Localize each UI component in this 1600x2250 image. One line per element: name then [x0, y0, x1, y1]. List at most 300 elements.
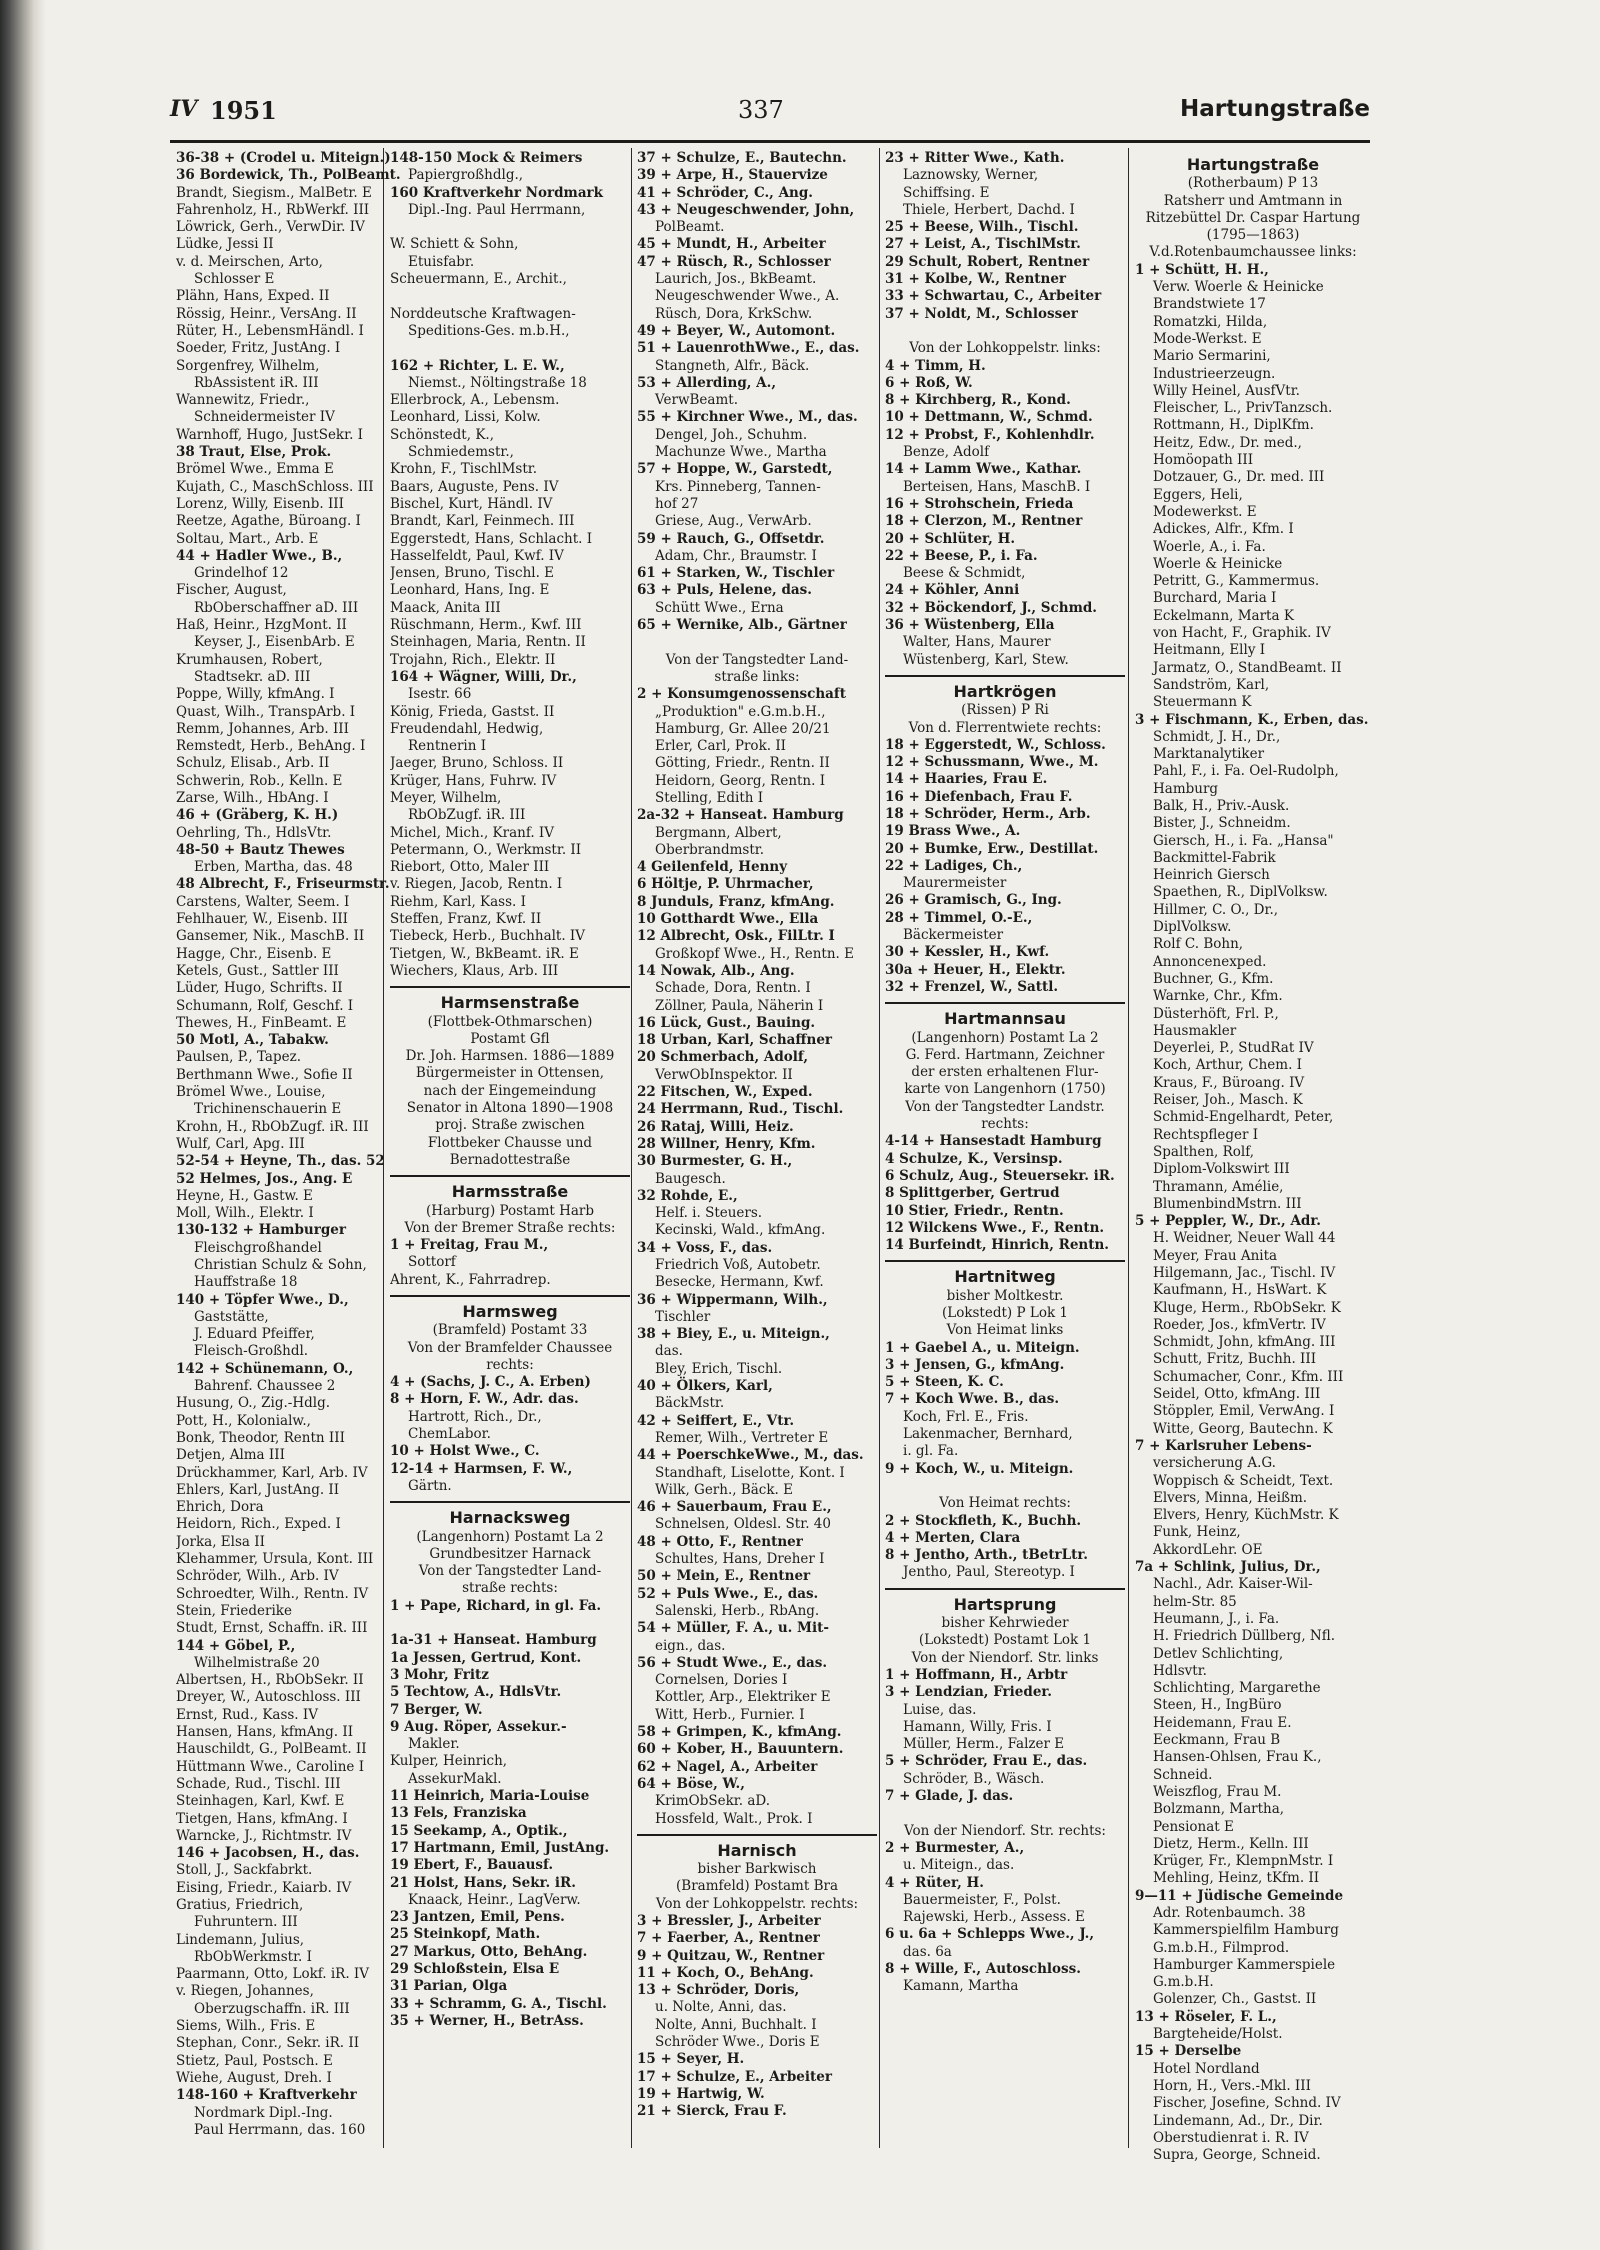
- directory-entry: Kraus, F., Büroang. IV: [1153, 1074, 1305, 1091]
- directory-entry: H. Weidner, Neuer Wall 44: [1153, 1230, 1336, 1247]
- street-info-line: nach der Eingemeindung: [423, 1082, 597, 1099]
- directory-entry: Speditions-Ges. m.b.H.,: [408, 322, 570, 339]
- directory-entry: Makler.: [408, 1736, 460, 1753]
- directory-entry: 34 + Voss, F., das.: [637, 1239, 773, 1256]
- directory-entry: Balk, H., Priv.-Ausk.: [1153, 797, 1290, 814]
- directory-entry: 14 Burfeindt, Hinrich, Rentn.: [885, 1237, 1109, 1254]
- directory-entry: Trichinenschauerin E: [194, 1101, 342, 1118]
- street-info-line: V.d.Rotenbaumchaussee links:: [1149, 244, 1357, 261]
- directory-entry: 12-14 + Harmsen, F. W.,: [390, 1460, 573, 1477]
- directory-entry: Pensionat E: [1153, 1818, 1234, 1835]
- directory-entry: 7 + Karlsruher Lebens-: [1135, 1437, 1312, 1454]
- directory-entry: BlumenbindMstrn. III: [1153, 1195, 1302, 1212]
- directory-entry: Pott, H., Kolonialw.,: [176, 1412, 311, 1429]
- directory-entry: 16 + Diefenbach, Frau F.: [885, 788, 1073, 805]
- column-divider: [631, 148, 632, 2148]
- directory-entry: Wilk, Gerh., Bäck. E: [655, 1481, 793, 1498]
- directory-entry: Paarmann, Otto, Lokf. iR. IV: [176, 1966, 369, 1983]
- directory-entry: Reetze, Agathe, Büroang. I: [176, 513, 361, 530]
- directory-entry: Griese, Aug., VerwArb.: [655, 513, 812, 530]
- directory-entry: 36 + Wippermann, Wilh.,: [637, 1291, 828, 1308]
- directory-entry: Lakenmacher, Bernhard,: [903, 1426, 1073, 1443]
- directory-entry: Thramann, Amélie,: [1153, 1178, 1284, 1195]
- directory-entry: 17 Hartmann, Emil, JustAng.: [390, 1839, 610, 1856]
- directory-entry: Heumann, J., i. Fa.: [1153, 1610, 1280, 1627]
- directory-entry: Kottler, Arp., Elektriker E: [655, 1689, 831, 1706]
- directory-entry: Fischer, Josefine, Schnd. IV: [1153, 2095, 1341, 2112]
- section-rule: [390, 986, 630, 988]
- directory-entry: Wannewitz, Friedr.,: [176, 392, 310, 409]
- directory-entry: Berthmann Wwe., Sofie II: [176, 1066, 353, 1083]
- directory-entry: 15 Seekamp, A., Optik.,: [390, 1822, 568, 1839]
- directory-entry: Neugeschwender Wwe., A.: [655, 288, 840, 305]
- directory-entry: Tiebeck, Herb., Buchhalt. IV: [390, 928, 586, 945]
- directory-entry: Riebort, Otto, Maler III: [390, 859, 550, 876]
- directory-entry: Deyerlei, P., StudRat IV: [1153, 1040, 1314, 1057]
- directory-entry: VerwBeamt.: [655, 392, 738, 409]
- section-rule: [885, 1260, 1125, 1262]
- directory-entry: Thiele, Herbert, Dachd. I: [903, 201, 1075, 218]
- directory-entry: Kulper, Heinrich,: [390, 1753, 508, 1770]
- directory-entry: 24 Herrmann, Rud., Tischl.: [637, 1101, 844, 1118]
- directory-entry: Dengel, Joh., Schuhm.: [655, 426, 808, 443]
- directory-entry: Witt, Herb., Furnier. I: [655, 1706, 805, 1723]
- directory-entry: 60 + Kober, H., Bauuntern.: [637, 1741, 844, 1758]
- directory-entry: Scheuermann, E., Archit.,: [390, 271, 567, 288]
- directory-entry: Bahrenf. Chaussee 2: [194, 1378, 336, 1395]
- directory-entry: Eggers, Heli,: [1153, 486, 1243, 503]
- directory-entry: 32 Rohde, E.,: [637, 1187, 738, 1204]
- directory-entry: [390, 219, 630, 236]
- street-heading: Harmsweg: [462, 1302, 558, 1321]
- directory-entry: Witte, Georg, Bautechn. K: [1153, 1420, 1333, 1437]
- directory-entry: Fleisch-Großhdl.: [194, 1343, 309, 1360]
- street-info-line: Von Heimat rechts:: [939, 1495, 1071, 1512]
- directory-entry: Wilhelmistraße 20: [194, 1654, 320, 1671]
- directory-entry: Mario Sermarini,: [1153, 348, 1271, 365]
- directory-entry: Bister, J., Schneidm.: [1153, 815, 1291, 832]
- directory-entry: Laznowsky, Werner,: [903, 167, 1039, 184]
- directory-entry: Drückhammer, Karl, Arb. IV: [176, 1464, 368, 1481]
- directory-entry: Heitmann, Elly I: [1153, 642, 1266, 659]
- directory-entry: Fehlhauer, W., Eisenb. III: [176, 911, 349, 928]
- directory-entry: Diplom-Volkswirt III: [1153, 1161, 1290, 1178]
- directory-entry: Riehm, Karl, Kass. I: [390, 893, 526, 910]
- street-info-line: (1795—1863): [1206, 227, 1300, 244]
- directory-entry: 8 Junduls, Franz, kfmAng.: [637, 893, 835, 910]
- directory-entry: 2 + Konsumgenossenschaft: [637, 686, 846, 703]
- directory-entry: 160 Kraftverkehr Nordmark: [390, 184, 604, 201]
- directory-entry: Plähn, Hans, Exped. II: [176, 288, 330, 305]
- directory-entry: Grindelhof 12: [194, 565, 289, 582]
- directory-entry: Soeder, Fritz, JustAng. I: [176, 340, 341, 357]
- directory-entry: Schröder, B., Wäsch.: [903, 1770, 1045, 1787]
- street-info-line: (Rotherbaum) P 13: [1187, 175, 1319, 192]
- directory-entry: DiplVolksw.: [1153, 919, 1232, 936]
- directory-entry: 21 Holst, Hans, Sekr. iR.: [390, 1874, 576, 1891]
- directory-entry: Gansemer, Nik., MaschB. II: [176, 928, 365, 945]
- directory-entry: Bischel, Kurt, Händl. IV: [390, 495, 553, 512]
- directory-entry: Jaeger, Bruno, Schloss. II: [390, 755, 564, 772]
- directory-entry: Hausmakler: [1153, 1022, 1237, 1039]
- directory-entry: 52-54 + Heyne, Th., das. 52: [176, 1153, 385, 1170]
- directory-entry: Burchard, Maria I: [1153, 590, 1277, 607]
- directory-entry: Hamburg: [1153, 780, 1219, 797]
- street-info-line: (Rissen) P Ri: [961, 702, 1049, 719]
- directory-entry: Oehrling, Th., HdlsVtr.: [176, 824, 332, 841]
- directory-entry: 54 + Müller, F. A., u. Mit-: [637, 1620, 829, 1637]
- directory-entry: 16 + Strohschein, Frieda: [885, 495, 1074, 512]
- directory-entry: Rüter, H., LebensmHändl. I: [176, 322, 364, 339]
- directory-entry: Verw. Woerle & Heinicke: [1153, 279, 1324, 296]
- street-info-line: Senator in Altona 1890—1908: [406, 1100, 614, 1117]
- directory-entry: 6 Höltje, P. Uhrmacher,: [637, 876, 814, 893]
- directory-entry: Steinhagen, Maria, Rentn. II: [390, 634, 586, 651]
- directory-entry: 6 + Roß, W.: [885, 374, 973, 391]
- directory-entry: v. Riegen, Jacob, Rentn. I: [390, 876, 563, 893]
- directory-entry: Koch, Arthur, Chem. I: [1153, 1057, 1302, 1074]
- directory-entry: Seidel, Otto, kfmAng. III: [1153, 1386, 1321, 1403]
- directory-entry: Papiergroßhdlg.,: [408, 167, 524, 184]
- directory-entry: 1 + Pape, Richard, in gl. Fa.: [390, 1597, 602, 1614]
- directory-entry: 4 + Rüter, H.: [885, 1874, 984, 1891]
- directory-entry: Krohn, F., TischlMstr.: [390, 461, 538, 478]
- directory-entry: 26 Rataj, Willi, Heiz.: [637, 1118, 794, 1135]
- directory-entry: Eckelmann, Marta K: [1153, 607, 1294, 624]
- street-info-line: rechts:: [486, 1356, 534, 1373]
- directory-entry: [390, 340, 630, 357]
- street-info-line: Von d. Flerrentwiete rechts:: [908, 719, 1102, 736]
- directory-entry: Maurermeister: [903, 875, 1007, 892]
- directory-entry: Petritt, G., Kammermus.: [1153, 573, 1320, 590]
- directory-entry: Schmidt, J. H., Dr.,: [1153, 728, 1281, 745]
- directory-entry: 63 + Puls, Helene, das.: [637, 582, 812, 599]
- street-heading: Harnacksweg: [449, 1508, 571, 1528]
- directory-entry: Rüschmann, Herm., Kwf. III: [390, 617, 582, 634]
- directory-entry: 10 Gotthardt Wwe., Ella: [637, 911, 819, 928]
- directory-entry: Wiehe, August, Dreh. I: [176, 2069, 332, 2086]
- directory-entry: Schmiedemstr.,: [408, 444, 514, 461]
- street-heading: Harnisch: [717, 1840, 797, 1860]
- directory-entry: Woppisch & Scheidt, Text.: [1153, 1472, 1334, 1489]
- directory-entry: Helf. i. Steuers.: [655, 1205, 763, 1222]
- directory-entry: 36 Bordewick, Th., PolBeamt.: [176, 167, 401, 184]
- directory-entry: [885, 323, 1125, 340]
- directory-entry: Maack, Anita III: [390, 599, 501, 616]
- directory-entry: 8 + Wille, F., Autoschloss.: [885, 1960, 1081, 1977]
- directory-entry: Leonhard, Hans, Ing. E: [390, 582, 550, 599]
- directory-entry: 43 + Neugeschwender, John,: [637, 201, 855, 218]
- directory-entry: Hasselfeldt, Paul, Kwf. IV: [390, 547, 564, 564]
- directory-entry: 38 + Biey, E., u. Miteign.,: [637, 1326, 830, 1343]
- directory-entry: Annoncenexped.: [1153, 953, 1267, 970]
- directory-entry: Hdlsvtr.: [1153, 1662, 1207, 1679]
- directory-entry: Wiechers, Klaus, Arb. III: [390, 962, 559, 979]
- directory-entry: [390, 1615, 630, 1632]
- directory-entry: Bauermeister, F., Polst.: [903, 1891, 1061, 1908]
- street-info-line: Von der Bramfelder Chaussee: [407, 1339, 613, 1356]
- directory-entry: Carstens, Walter, Seem. I: [176, 893, 350, 910]
- directory-entry: Detjen, Alma III: [176, 1447, 285, 1464]
- directory-entry: Marktanalytiker: [1153, 746, 1265, 763]
- directory-entry: Warnke, Chr., Kfm.: [1153, 988, 1283, 1005]
- directory-entry: Backmittel-Fabrik: [1153, 849, 1276, 866]
- directory-entry: 15 + Derselbe: [1135, 2043, 1242, 2060]
- directory-entry: 55 + Kirchner Wwe., M., das.: [637, 409, 858, 426]
- directory-entry: Fahrenholz, H., RbWerkf. III: [176, 201, 370, 218]
- directory-entry: Hansen, Hans, kfmAng. II: [176, 1724, 354, 1741]
- street-heading: Harmsstraße: [451, 1182, 569, 1202]
- directory-entry: Nolte, Anni, Buchhalt. I: [655, 2016, 817, 2033]
- directory-entry: Haß, Heinr., HzgMont. II: [176, 617, 347, 634]
- directory-entry: 8 + Kirchberg, R., Kond.: [885, 392, 1071, 409]
- section-rule: [885, 675, 1125, 677]
- directory-entry: Tietgen, W., BkBeamt. iR. E: [390, 945, 579, 962]
- directory-entry: W. Schiett & Sohn,: [390, 236, 519, 253]
- directory-entry: Elvers, Minna, Heißm.: [1153, 1489, 1308, 1506]
- directory-entry: 148-160 + Kraftverkehr: [176, 2087, 357, 2104]
- directory-entry: 48-50 + Bautz Thewes: [176, 841, 345, 858]
- directory-entry: Beese & Schmidt,: [903, 565, 1026, 582]
- directory-entry: Hauschildt, G., PolBeamt. II: [176, 1741, 367, 1758]
- section-rule: [390, 1501, 630, 1503]
- directory-entry: Tietgen, Hans, kfmAng. I: [176, 1810, 348, 1827]
- directory-entry: 59 + Rauch, G., Offsetdr.: [637, 530, 825, 547]
- directory-entry: helm-Str. 85: [1153, 1593, 1237, 1610]
- page-number: 337: [738, 96, 784, 124]
- directory-entry: [885, 1805, 1125, 1822]
- directory-entry: Brömel Wwe., Emma E: [176, 461, 334, 478]
- directory-entry: Nachl., Adr. Kaiser-Wil-: [1153, 1576, 1313, 1593]
- directory-entry: 23 + Ritter Wwe., Kath.: [885, 150, 1065, 166]
- directory-entry: Machunze Wwe., Martha: [655, 444, 827, 461]
- directory-entry: Moll, Wilh., Elektr. I: [176, 1205, 314, 1222]
- directory-entry: 28 Willner, Henry, Kfm.: [637, 1135, 816, 1152]
- directory-entry: Brandt, Karl, Feinmech. III: [390, 513, 575, 530]
- directory-entry: Heyne, H., Gastw. E: [176, 1187, 313, 1204]
- directory-entry: v. d. Meirschen, Arto,: [176, 253, 323, 270]
- street-info-line: Von der Lohkoppelstr. rechts:: [655, 1895, 859, 1912]
- directory-entry: Homöopath III: [1153, 452, 1254, 469]
- directory-entry: Schneid.: [1153, 1766, 1213, 1783]
- directory-entry: Kaufmann, H., HsWart. K: [1153, 1282, 1327, 1299]
- directory-entry: eign., das.: [655, 1637, 726, 1654]
- section-rule: [885, 1588, 1125, 1590]
- directory-entry: Lüder, Hugo, Schrifts. II: [176, 980, 343, 997]
- directory-entry: 9 + Quitzau, W., Rentner: [637, 1947, 825, 1964]
- directory-column-3: [637, 150, 877, 2121]
- directory-entry: 36 + Wüstenberg, Ella: [885, 617, 1055, 634]
- directory-entry: 18 + Eggerstedt, W., Schloss.: [885, 736, 1106, 753]
- directory-entry: Rajewski, Herb., Assess. E: [903, 1909, 1085, 1926]
- directory-entry: 11 Heinrich, Maria-Louise: [390, 1788, 590, 1805]
- directory-entry: Christian Schulz & Sohn,: [194, 1257, 367, 1273]
- directory-entry: Stadtsekr. aD. III: [194, 668, 311, 685]
- directory-entry: Jentho, Paul, Stereotyp. I: [903, 1564, 1075, 1581]
- directory-entry: Lindemann, Ad., Dr., Dir.: [1153, 2112, 1323, 2129]
- directory-entry: Etuisfabr.: [408, 253, 475, 270]
- directory-entry: i. gl. Fa.: [903, 1443, 959, 1460]
- section-rule: [637, 1834, 877, 1836]
- directory-entry: 37 + Noldt, M., Schlosser: [885, 305, 1078, 322]
- directory-entry: 64 + Böse, W.,: [637, 1775, 745, 1792]
- directory-entry: Trojahn, Rich., Elektr. II: [390, 651, 556, 668]
- directory-entry: Fleischgroßhandel: [194, 1239, 322, 1256]
- directory-entry: Heitz, Edw., Dr. med.,: [1153, 434, 1302, 451]
- street-info-line: (Langenhorn) Postamt La 2: [416, 1528, 604, 1545]
- directory-entry: 6 Schulz, Aug., Steuersekr. iR.: [885, 1167, 1115, 1184]
- directory-entry: Remer, Wilh., Vertreter E: [655, 1429, 829, 1446]
- directory-entry: Heidorn, Georg, Rentn. I: [655, 772, 826, 789]
- street-heading: Harmsenstraße: [440, 993, 580, 1013]
- directory-entry: 12 Wilckens Wwe., F., Rentn.: [885, 1219, 1105, 1236]
- directory-entry: Adickes, Alfr., Kfm. I: [1153, 521, 1294, 538]
- directory-entry: Stoll, J., Sackfabrkt.: [176, 1862, 313, 1879]
- directory-entry: Modewerkst. E: [1153, 503, 1257, 520]
- directory-entry: 7 Berger, W.: [390, 1701, 483, 1718]
- directory-entry: 6 u. 6a + Schlepps Wwe., J.,: [885, 1926, 1095, 1943]
- street-info-line: (Bramfeld) Postamt 33: [432, 1322, 588, 1339]
- directory-entry: Kammerspielfilm Hamburg: [1153, 1922, 1339, 1939]
- directory-entry: Düsterhöft, Frl. P.,: [1153, 1005, 1279, 1022]
- directory-entry: [390, 288, 630, 305]
- directory-entry: 47 + Rüsch, R., Schlosser: [637, 253, 831, 270]
- directory-entry: 40 + Ölkers, Karl,: [637, 1378, 773, 1395]
- directory-entry: Horn, H., Vers.-Mkl. III: [1153, 2077, 1311, 2094]
- directory-entry: Quast, Wilh., TranspArb. I: [176, 703, 356, 720]
- directory-entry: 52 + Puls Wwe., E., das.: [637, 1585, 819, 1602]
- section-rule: [390, 1295, 630, 1297]
- directory-entry: Thewes, H., FinBeamt. E: [176, 1014, 347, 1031]
- directory-entry: 27 Markus, Otto, BehAng.: [390, 1943, 588, 1960]
- directory-entry: Steen, H., IngBüro: [1153, 1697, 1282, 1714]
- directory-entry: 142 + Schünemann, O.,: [176, 1360, 354, 1377]
- directory-entry: 37 + Schulze, E., Bautechn.: [637, 150, 847, 166]
- directory-entry: Knaack, Heinr., LagVerw.: [408, 1891, 581, 1908]
- directory-entry: 162 + Richter, L. E. W.,: [390, 357, 565, 374]
- directory-entry: 20 Schmerbach, Adolf,: [637, 1049, 809, 1066]
- directory-entry: Schade, Rud., Tischl. III: [176, 1775, 341, 1792]
- directory-entry: 2a-32 + Hanseat. Hamburg: [637, 807, 844, 824]
- directory-entry: 30a + Heuer, H., Elektr.: [885, 961, 1066, 978]
- directory-entry: 140 + Töpfer Wwe., D.,: [176, 1291, 349, 1308]
- directory-entry: Industrieerzeugn.: [1153, 365, 1276, 382]
- directory-entry: 17 + Schulze, E., Arbeiter: [637, 2068, 832, 2085]
- street-info-line: Von der Lohkoppelstr. links:: [909, 340, 1101, 357]
- directory-entry: Eising, Friedr., Kaiarb. IV: [176, 1879, 352, 1896]
- directory-entry: Oberzugschaffn. iR. III: [194, 2000, 350, 2017]
- directory-entry: Krohn, H., RbObZugf. iR. III: [176, 1118, 369, 1135]
- directory-entry: Steffen, Franz, Kwf. II: [390, 911, 542, 928]
- directory-entry: Schroedter, Wilh., Rentn. IV: [176, 1585, 369, 1602]
- directory-entry: 3 + Lendzian, Frieder.: [885, 1684, 1052, 1701]
- directory-entry: 1 + Gaebel A., u. Miteign.: [885, 1339, 1080, 1356]
- directory-entry: 4-14 + Hansestadt Hamburg: [885, 1133, 1102, 1150]
- directory-entry: Schnelsen, Oldesl. Str. 40: [655, 1516, 831, 1533]
- directory-entry: 1 + Schütt, H. H.,: [1135, 261, 1269, 278]
- directory-entry: Siems, Wilh., Fris. E: [176, 2018, 316, 2035]
- directory-entry: Ketels, Gust., Sattler III: [176, 962, 339, 979]
- directory-entry: Albertsen, H., RbObSekr. II: [176, 1672, 364, 1689]
- directory-entry: Schlosser E: [194, 271, 275, 288]
- directory-entry: 31 Parian, Olga: [390, 1978, 508, 1995]
- directory-entry: Kamann, Martha: [903, 1978, 1019, 1995]
- directory-entry: 26 + Gramisch, G., Ing.: [885, 892, 1062, 909]
- directory-entry: 23 Jantzen, Emil, Pens.: [390, 1909, 565, 1926]
- directory-entry: Lüdke, Jessi II: [176, 236, 274, 253]
- directory-column-1: [176, 150, 416, 2139]
- directory-entry: 4 + (Sachs, J. C., A. Erben): [390, 1374, 591, 1391]
- directory-entry: 12 Albrecht, Osk., FilLtr. I: [637, 928, 835, 945]
- directory-entry: Ernst, Rud., Kass. IV: [176, 1706, 318, 1723]
- directory-entry: [885, 1478, 1125, 1495]
- directory-entry: Schwerin, Rob., Kelln. E: [176, 772, 343, 789]
- directory-entry: Golenzer, Ch., Gastst. II: [1153, 1991, 1317, 2008]
- directory-entry: Spaethen, R., DiplVolksw.: [1153, 884, 1328, 901]
- directory-entry: Hamann, Willy, Fris. I: [903, 1718, 1052, 1735]
- directory-entry: Eeckmann, Frau B: [1153, 1732, 1281, 1749]
- directory-entry: Detlev Schlichting,: [1153, 1645, 1284, 1662]
- directory-entry: Jarmatz, O., StandBeamt. II: [1153, 659, 1342, 676]
- directory-entry: Paulsen, P., Tapez.: [176, 1049, 301, 1066]
- street-info-line: (Flottbek-Othmarschen): [427, 1013, 593, 1030]
- directory-entry: Steinhagen, Karl, Kwf. E: [176, 1793, 345, 1810]
- directory-entry: 5 + Peppler, W., Dr., Adr.: [1135, 1213, 1321, 1230]
- directory-column-4: [885, 150, 1125, 1996]
- directory-entry: Ahrent, K., Fahrradrep.: [390, 1271, 551, 1288]
- directory-entry: Poppe, Willy, kfmAng. I: [176, 686, 335, 703]
- directory-entry: 62 + Nagel, A., Arbeiter: [637, 1758, 818, 1775]
- directory-entry: Schröder, Wilh., Arb. IV: [176, 1568, 339, 1585]
- directory-entry: 18 + Schröder, Herm., Arb.: [885, 805, 1091, 822]
- directory-entry: Krüger, Fr., KlempnMstr. I: [1153, 1853, 1334, 1870]
- directory-entry: 1 + Freitag, Frau M.,: [390, 1237, 549, 1254]
- directory-entry: Bolzmann, Martha,: [1153, 1801, 1285, 1818]
- directory-entry: 4 Schulze, K., Versinsp.: [885, 1150, 1063, 1167]
- header-rule: [170, 140, 1370, 143]
- directory-entry: Krumhausen, Robert,: [176, 651, 323, 668]
- directory-entry: ChemLabor.: [408, 1426, 491, 1443]
- directory-entry: KrimObSekr. aD.: [655, 1793, 771, 1810]
- directory-entry: 14 + Lamm Wwe., Kathar.: [885, 461, 1082, 478]
- directory-entry: RbObWerkmstr. I: [194, 1948, 312, 1965]
- directory-entry: Buchner, G., Kfm.: [1153, 970, 1274, 987]
- street-info-line: Ratsherr und Amtmann in: [1163, 192, 1343, 209]
- directory-entry: Ehrich, Dora: [176, 1499, 264, 1516]
- directory-entry: Walter, Hans, Maurer: [903, 634, 1051, 651]
- directory-entry: Fischer, August,: [176, 582, 287, 599]
- directory-entry: Meyer, Frau Anita: [1153, 1247, 1278, 1264]
- directory-entry: Brandt, Siegism., MalBetr. E: [176, 184, 372, 201]
- directory-entry: G.m.b.H.: [1153, 1974, 1214, 1991]
- directory-entry: 50 + Mein, E., Rentner: [637, 1568, 811, 1585]
- directory-entry: Woerle & Heinicke: [1153, 555, 1283, 572]
- directory-entry: Heidemann, Frau E.: [1153, 1714, 1292, 1731]
- directory-entry: Kluge, Herm., RbObSekr. K: [1153, 1299, 1341, 1316]
- directory-entry: 48 Albrecht, F., Friseurmstr.: [176, 876, 390, 893]
- directory-entry: Bonk, Theodor, Rentn III: [176, 1429, 345, 1446]
- street-info-line: Von der Tangstedter Land-: [665, 651, 849, 668]
- directory-entry: Woerle, A., i. Fa.: [1153, 538, 1266, 555]
- street-info-line: Postamt Gfl: [470, 1030, 550, 1047]
- directory-entry: 9—11 + Jüdische Gemeinde: [1135, 1887, 1344, 1904]
- directory-entry: Rolf C. Bohn,: [1153, 936, 1244, 953]
- street-info-line: (Bramfeld) Postamt Bra: [676, 1878, 838, 1895]
- street-info-line: straße rechts:: [462, 1580, 558, 1597]
- directory-entry: Nordmark Dipl.-Ing.: [194, 2104, 333, 2121]
- directory-entry: 33 + Schwartau, C., Arbeiter: [885, 288, 1102, 305]
- directory-entry: 28 + Timmel, O.-E.,: [885, 909, 1033, 926]
